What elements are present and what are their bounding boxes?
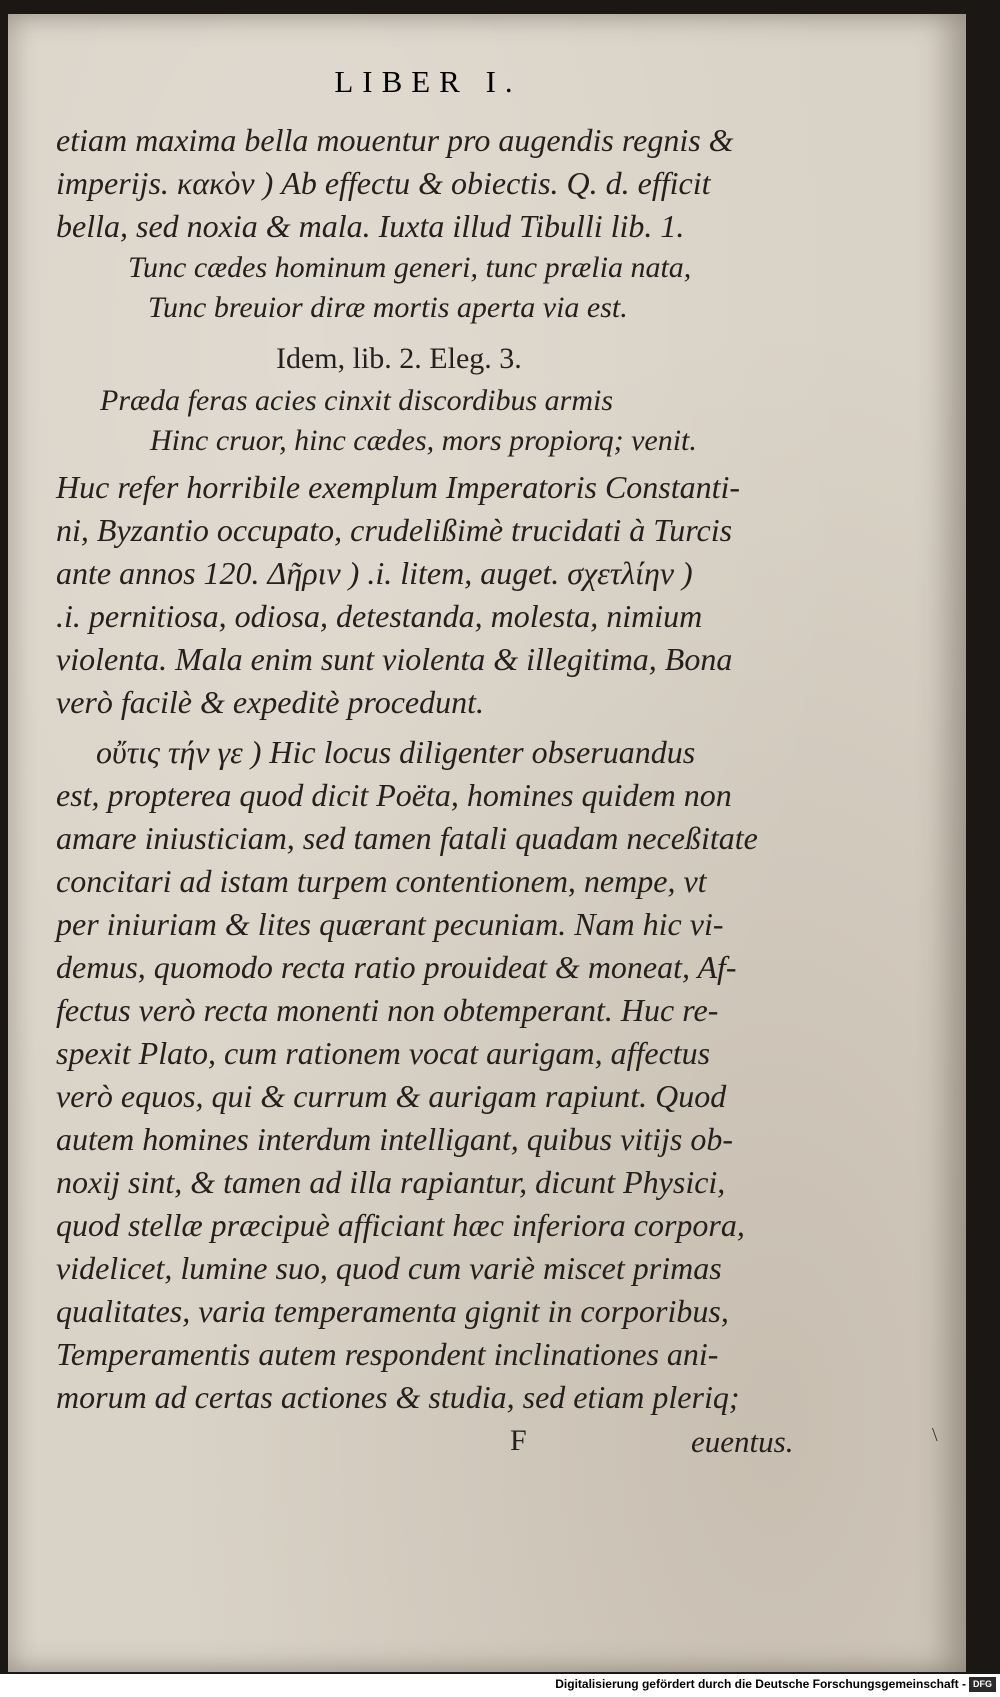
text-line: violenta. Mala enim sunt violenta & illegitima, Bona (56, 641, 733, 677)
text-line: videlicet, lumine suo, quod cum variè miscet primas (56, 1250, 722, 1286)
text-line: verò facilè & expeditè procedunt. (56, 684, 484, 720)
text-line: etiam maxima bella mouentur pro augendis regnis & (56, 122, 734, 158)
text-line: morum ad certas actiones & studia, sed etiam pleriq; (56, 1379, 740, 1415)
text-line: verò equos, qui & currum & aurigam rapiunt. Quod (56, 1078, 727, 1114)
text-line: autem homines interdum intelligant, quibus vitijs ob- (56, 1121, 733, 1157)
verse-source-heading: Idem, lib. 2. Eleg. 3. (276, 342, 522, 375)
footer-credit: Digitalisierung gefördert durch die Deutsche Forschungsgemeinschaft - (555, 1677, 966, 1691)
digitization-footer (0, 1674, 1000, 1697)
verse-line: Tunc breuior diræ mortis aperta via est. (148, 291, 628, 324)
catchword: euentus. (691, 1424, 794, 1459)
text-line: concitari ad istam turpem contentionem, nempe, vt (56, 863, 707, 899)
text-line: ni, Byzantio occupato, crudelißimè trucidati à Turcis (56, 512, 733, 548)
verse-line: Hinc cruor, hinc cædes, mors propiorq; venit. (150, 424, 697, 457)
text-line: fectus verò recta monenti non obtemperant. Huc re- (56, 992, 719, 1028)
text-line: ante annos 120. Δῆριν ) .i. litem, auget. σχετλίην ) (56, 555, 693, 591)
verse-line: Tunc cædes hominum generi, tunc prælia nata, (128, 251, 692, 284)
text-line: οὔτις τήν γε ) Hic locus diligenter obseruandus (96, 734, 696, 770)
text-line: imperijs. κακὸν ) Ab effectu & obiectis. Q. d. efficit (56, 165, 711, 201)
text-line: qualitates, varia temperamenta gignit in corporibus, (56, 1293, 729, 1329)
text-line: amare iniusticiam, sed tamen fatali quadam neceßitate (56, 820, 758, 856)
verse-line: Præda feras acies cinxit discordibus armis (100, 384, 614, 417)
text-line: noxij sint, & tamen ad illa rapiantur, dicunt Physici, (56, 1164, 726, 1200)
text-line: .i. pernitiosa, odiosa, detestanda, molesta, nimium (56, 598, 703, 634)
signature-mark: F (510, 1424, 527, 1457)
running-head: LIBER I. (334, 64, 522, 99)
ink-mark: \ (932, 1424, 938, 1446)
text-line: bella, sed noxia & mala. Iuxta illud Tibulli lib. 1. (56, 208, 685, 244)
text-line: demus, quomodo recta ratio prouideat & moneat, Af- (56, 949, 737, 985)
text-line: Huc refer horribile exemplum Imperatoris Constanti- (56, 469, 741, 505)
text-line: per iniuriam & lites quærant pecuniam. Nam hic vi- (56, 906, 724, 942)
text-line: spexit Plato, cum rationem vocat aurigam, affectus (56, 1035, 711, 1071)
dfg-logo-icon: DFG (969, 1677, 996, 1692)
text-line: Temperamentis autem respondent inclinationes ani- (56, 1336, 719, 1372)
text-line: est, propterea quod dicit Poëta, homines quidem non (56, 777, 732, 813)
book-page (8, 14, 966, 1672)
text-line: quod stellæ præcipuè afficiant hæc inferiora corpora, (56, 1207, 745, 1243)
